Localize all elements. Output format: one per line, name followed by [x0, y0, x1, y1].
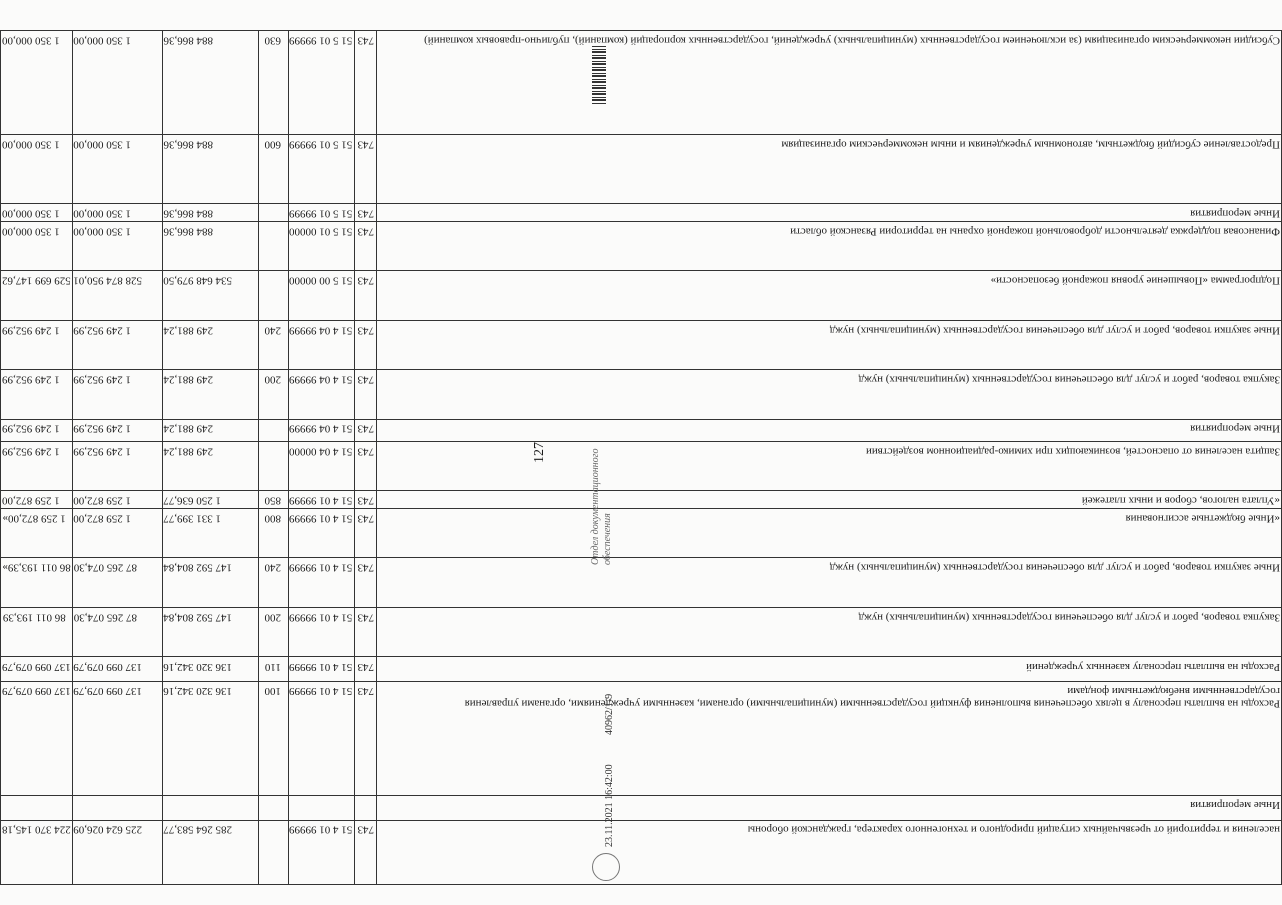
cell-expense-type	[258, 221, 288, 271]
cell-amount-1: 249 881,24	[162, 370, 258, 420]
cell-amount-1: 147 592 804,84	[162, 607, 258, 657]
cell-target-article: 51 5 01 99999	[288, 204, 354, 221]
cell-department-code: 743	[355, 491, 377, 508]
cell-amount-1: 884 866,36	[162, 31, 258, 135]
cell-expense-type: 240	[258, 558, 288, 608]
cell-amount-1: 147 592 804,84	[162, 558, 258, 608]
table-row	[72, 31, 162, 885]
cell-amount-3: 1 350 000,00	[1, 204, 73, 221]
cell-expense-type: 800	[258, 508, 288, 558]
department-stamp	[590, 448, 613, 565]
cell-target-article: 51 4 01 99999	[288, 657, 354, 682]
cell-amount-2: 1 249 952,99	[72, 320, 162, 370]
cell-department-code: 743	[355, 508, 377, 558]
cell-amount-2: 1 350 000,00	[72, 31, 162, 135]
cell-amount-1: 249 881,24	[162, 441, 258, 491]
cell-expense-type	[258, 419, 288, 441]
cell-amount-2: 87 265 074,30	[72, 558, 162, 608]
seal-icon	[592, 853, 620, 881]
cell-amount-3: 1 249 952,99	[1, 419, 73, 441]
cell-target-article: 51 4 01 99999	[288, 491, 354, 508]
cell-department-code: 743	[355, 558, 377, 608]
cell-target-article: 51 4 04 99999	[288, 419, 354, 441]
cell-amount-3: 137 099 079,79	[1, 682, 73, 796]
cell-department-code	[355, 795, 377, 820]
cell-expense-type: 630	[258, 31, 288, 135]
cell-item-name: Иные мероприятия	[377, 795, 1282, 820]
barcode-icon	[592, 46, 606, 104]
cell-department-code: 743	[355, 271, 377, 321]
table-row	[288, 31, 354, 885]
cell-amount-1: 884 866,36	[162, 221, 258, 271]
table-row	[377, 31, 1282, 885]
cell-amount-2	[72, 795, 162, 820]
cell-target-article: 51 5 00 00000	[288, 271, 354, 321]
table-row	[1, 31, 73, 885]
cell-amount-3: 529 699 147,62	[1, 271, 73, 321]
cell-amount-2: 137 099 079,79	[72, 657, 162, 682]
table-body	[1, 31, 1282, 885]
cell-amount-1: 1 250 636,77	[162, 491, 258, 508]
cell-amount-1: 136 320 342,16	[162, 657, 258, 682]
table-row	[162, 31, 258, 885]
budget-table	[0, 30, 1282, 885]
cell-department-code: 743	[355, 607, 377, 657]
cell-target-article: 51 4 04 00000	[288, 441, 354, 491]
cell-expense-type: 200	[258, 370, 288, 420]
cell-item-name: Иные закупки товаров, работ и услуг для обеспечения государственных (муниципальных) нужд	[377, 320, 1282, 370]
cell-target-article: 51 4 01 99999	[288, 820, 354, 884]
cell-target-article: 51 5 01 99999	[288, 135, 354, 204]
cell-amount-3: 1 259 872,00»	[1, 508, 73, 558]
cell-expense-type: 200	[258, 607, 288, 657]
cell-amount-2: 225 624 026,09	[72, 820, 162, 884]
cell-amount-1: 884 866,36	[162, 135, 258, 204]
cell-target-article: 51 4 01 99999	[288, 558, 354, 608]
cell-target-article: 51 4 04 99999	[288, 320, 354, 370]
cell-target-article: 51 4 01 99999	[288, 682, 354, 796]
cell-expense-type	[258, 795, 288, 820]
cell-department-code: 743	[355, 221, 377, 271]
cell-item-name: Иные мероприятия	[377, 419, 1282, 441]
cell-amount-2: 1 249 952,99	[72, 419, 162, 441]
cell-item-name: «Иные бюджетные ассигнования	[377, 508, 1282, 558]
cell-target-article: 51 4 04 99999	[288, 370, 354, 420]
cell-item-name: Финансовая поддержка деятельности добровольной пожарной охраны на территории Рязанской области	[377, 221, 1282, 271]
cell-amount-3: 86 011 193,39»	[1, 558, 73, 608]
cell-amount-2: 137 099 079,79	[72, 682, 162, 796]
cell-item-name: Субсидии некоммерческим организациям (за исключением государственных (муниципальных) учреждений, государственных корпораций (компаний), публично-правовых компаний)	[377, 31, 1282, 135]
table-row	[258, 31, 288, 885]
cell-target-article: 51 4 01 99999	[288, 607, 354, 657]
cell-amount-3: 86 011 193,39	[1, 607, 73, 657]
cell-department-code: 743	[355, 31, 377, 135]
cell-item-name: населения и территорий от чрезвычайных ситуаций природного и техногенного характера, гражданской обороны	[377, 820, 1282, 884]
cell-amount-3: 1 249 952,99	[1, 441, 73, 491]
cell-amount-2: 87 265 074,30	[72, 607, 162, 657]
cell-amount-2: 1 350 000,00	[72, 221, 162, 271]
cell-item-name: Предоставление субсидий бюджетным, автономным учреждениям и иным некоммерческим организациям	[377, 135, 1282, 204]
cell-target-article	[288, 795, 354, 820]
cell-expense-type: 850	[258, 491, 288, 508]
cell-item-name: Расходы на выплаты персоналу казенных учреждений	[377, 657, 1282, 682]
cell-amount-1: 249 881,24	[162, 419, 258, 441]
cell-amount-1: 136 320 342,16	[162, 682, 258, 796]
cell-amount-3: 1 259 872,00	[1, 491, 73, 508]
footer-timestamp: 23.11.2021 16:42:00	[604, 764, 615, 847]
cell-department-code: 743	[355, 419, 377, 441]
cell-amount-1: 534 648 979,50	[162, 271, 258, 321]
cell-amount-2: 1 249 952,99	[72, 370, 162, 420]
cell-amount-2: 1 259 872,00	[72, 491, 162, 508]
cell-expense-type	[258, 820, 288, 884]
cell-item-name: Подпрограмма «Повышение уровня пожарной безопасности»	[377, 271, 1282, 321]
table-row	[355, 31, 377, 885]
cell-department-code: 743	[355, 657, 377, 682]
cell-department-code: 743	[355, 204, 377, 221]
stamp-line-1: Отдел документационного	[590, 448, 601, 565]
cell-amount-2: 528 874 950,01	[72, 271, 162, 321]
cell-amount-1: 249 881,24	[162, 320, 258, 370]
cell-department-code: 743	[355, 820, 377, 884]
footer-doc-id: 40962/1-9	[604, 693, 615, 735]
cell-amount-3: 224 370 145,18	[1, 820, 73, 884]
cell-item-name: Иные мероприятия	[377, 204, 1282, 221]
cell-amount-2: 1 350 000,00	[72, 204, 162, 221]
cell-department-code: 743	[355, 441, 377, 491]
cell-amount-3: 1 249 952,99	[1, 370, 73, 420]
cell-amount-1	[162, 795, 258, 820]
cell-expense-type	[258, 271, 288, 321]
cell-item-name: Расходы на выплаты персоналу в целях обеспечения выполнения функций государственными (муниципальными) органами, казенными учреждениями, органами управления государственными внебюджетными фондами	[377, 682, 1282, 796]
cell-department-code: 743	[355, 320, 377, 370]
page-number: 127	[532, 442, 547, 463]
cell-amount-1: 285 264 583,77	[162, 820, 258, 884]
cell-target-article: 51 4 01 99999	[288, 508, 354, 558]
cell-expense-type	[258, 441, 288, 491]
cell-department-code: 743	[355, 682, 377, 796]
cell-item-name: «Уплата налогов, сборов и иных платежей	[377, 491, 1282, 508]
cell-amount-1: 1 331 399,77	[162, 508, 258, 558]
cell-expense-type: 240	[258, 320, 288, 370]
cell-expense-type: 110	[258, 657, 288, 682]
cell-expense-type: 600	[258, 135, 288, 204]
cell-target-article: 51 5 01 00000	[288, 221, 354, 271]
cell-amount-3: 1 350 000,00	[1, 31, 73, 135]
cell-expense-type: 100	[258, 682, 288, 796]
page-footer	[562, 30, 632, 885]
cell-amount-3: 1 350 000,00	[1, 221, 73, 271]
cell-item-name: Закупка товаров, работ и услуг для обеспечения государственных (муниципальных) нужд	[377, 607, 1282, 657]
cell-department-code: 743	[355, 370, 377, 420]
cell-department-code: 743	[355, 135, 377, 204]
cell-expense-type	[258, 204, 288, 221]
cell-amount-3	[1, 795, 73, 820]
cell-amount-2: 1 249 952,99	[72, 441, 162, 491]
stamp-line-2: обеспечения	[601, 513, 613, 565]
cell-amount-1: 884 866,36	[162, 204, 258, 221]
cell-item-name: Иные закупки товаров, работ и услуг для обеспечения государственных (муниципальных) нужд	[377, 558, 1282, 608]
cell-amount-3: 1 350 000,00	[1, 135, 73, 204]
cell-amount-2: 1 259 872,00	[72, 508, 162, 558]
cell-amount-3: 137 099 079,79	[1, 657, 73, 682]
cell-amount-3: 1 249 952,99	[1, 320, 73, 370]
cell-target-article: 51 5 01 99999	[288, 31, 354, 135]
cell-item-name: Защита населения от опасностей, возникающих при химико-радиационном воздействии	[377, 441, 1282, 491]
cell-amount-2: 1 350 000,00	[72, 135, 162, 204]
cell-item-name: Закупка товаров, работ и услуг для обеспечения государственных (муниципальных) нужд	[377, 370, 1282, 420]
